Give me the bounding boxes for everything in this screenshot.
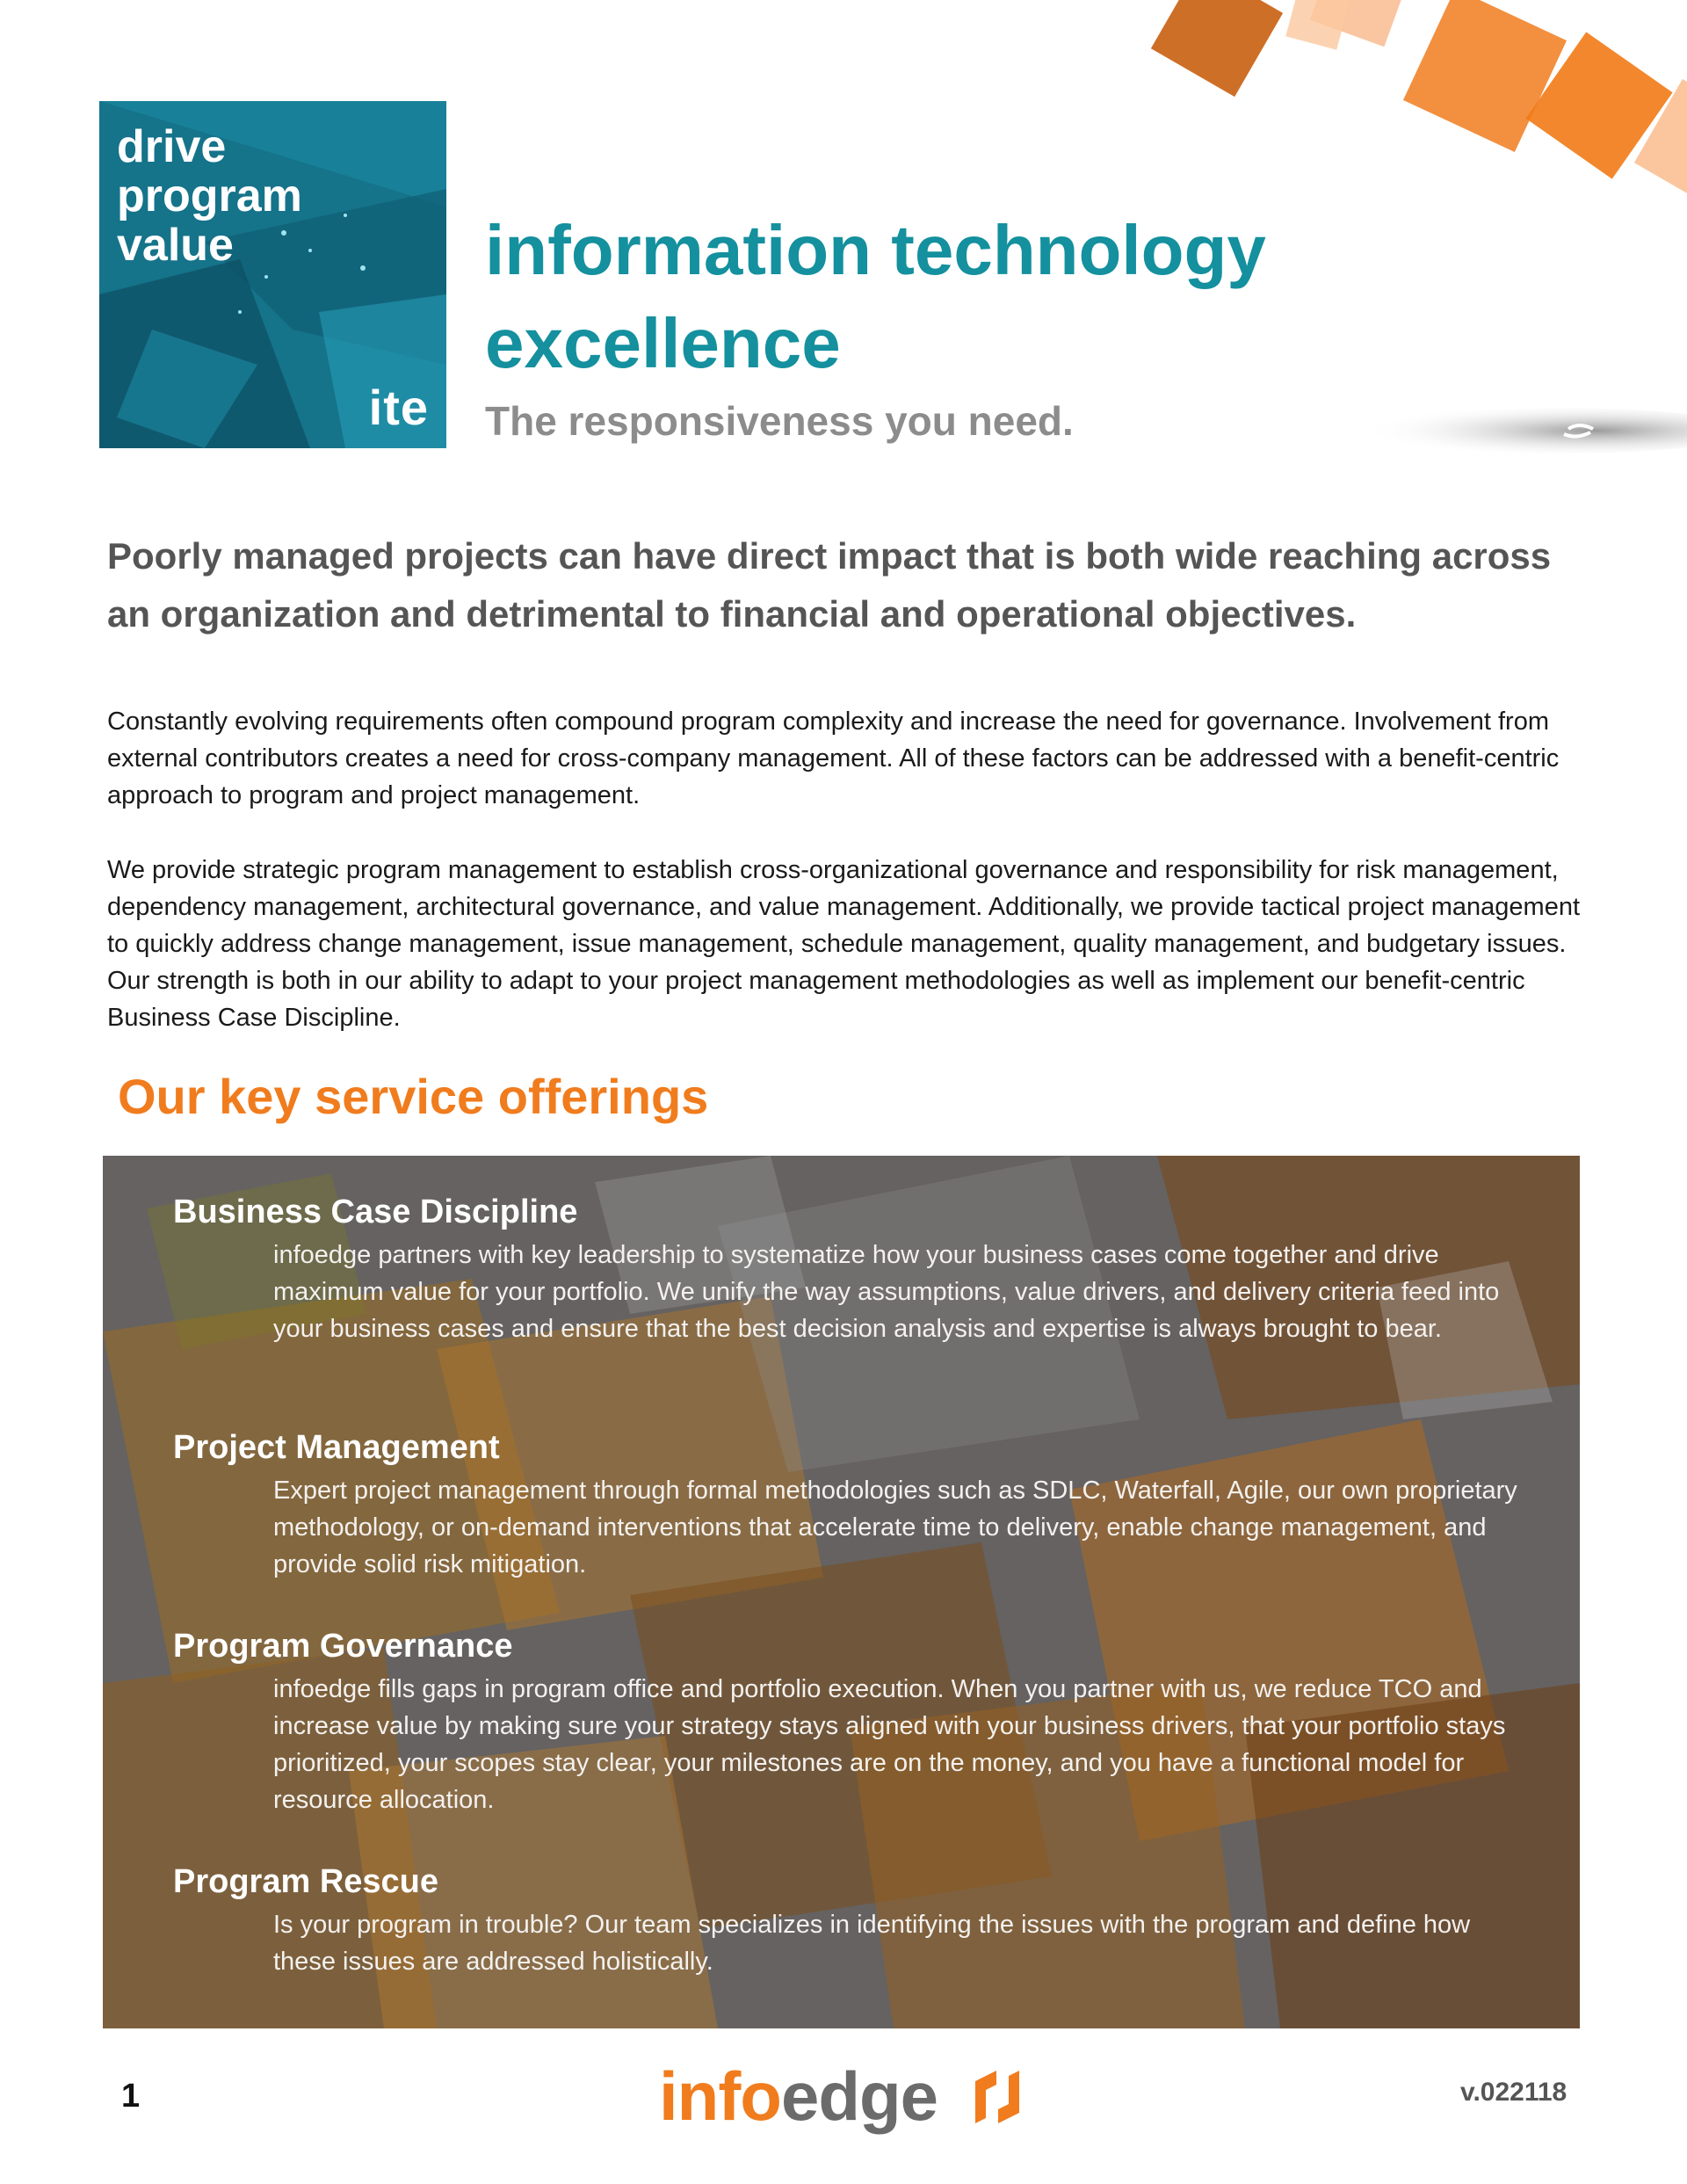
service-description: infoedge fills gaps in program office and portfolio execution. When you partner with us, we reduce TCO and increase value by making sure your strategy stays aligned with your business drivers, that your portfolio stays prioritized, your scopes stay clear, your milestones are on the money, and you have a functional model for resource allocation. [273, 1675, 1506, 1814]
swoosh-graphic [1353, 395, 1687, 466]
hero-line-2: program [117, 171, 302, 221]
hero-tile [99, 101, 446, 448]
service-program-rescue [173, 1861, 1526, 1980]
hero-line-3: value [117, 220, 234, 271]
service-description: infoedge partners with key leadership to systematize how your business cases come together and drive maximum value for your portfolio. We unify the way assumptions, value drivers, and delivery criteria feed into your business cases and ensure that the best decision analysis and expertise is always brought to bear. [273, 1241, 1500, 1343]
service-offerings-panel [103, 1156, 1580, 2028]
page-number: 1 [121, 2078, 141, 2115]
offerings-heading: Our key service offerings [118, 1069, 709, 1124]
hero-tagline [117, 122, 302, 270]
service-project-management [173, 1426, 1526, 1583]
page-title: information technology excellence [485, 211, 1266, 382]
intro-paragraph-2: We provide strategic program management to establish cross-organizational governance and responsibility for risk management, dependency management, architectural governance, and value management. Additionally, we provide tactical project management to quickly address change management, issue management, schedule management, quality management, and budgetary issues. Our strength is both in our ability to adapt to your project management methodologies as well as implement our benefit-centric Business Case Discipline. [107, 856, 1581, 1032]
intro-paragraph-1: Constantly evolving requirements often compound program complexity and increase the need for governance. Involvement from external contributors creates a need for cross-company management. All of these factors can be addressed with a benefit-centric approach to program and project management. [107, 707, 1560, 809]
service-business-case-discipline [173, 1191, 1526, 1347]
brand-part-edge: edge [780, 2057, 938, 2135]
hero-line-1: drive [117, 121, 227, 172]
service-description: Is your program in trouble? Our team specializes in identifying the issues with the program and define how these issues are addressed holistically. [273, 1911, 1471, 1976]
lead-statement: Poorly managed projects can have direct impact that is both wide reaching across an organization and detrimental to financial and operational objectives. [107, 535, 1552, 635]
service-title: Business Case Discipline [173, 1194, 578, 1230]
brand-part-info: info [659, 2057, 781, 2135]
infoedge-logo [659, 2057, 938, 2137]
tagline: The responsiveness you need. [485, 398, 1074, 444]
service-title: Program Rescue [173, 1863, 439, 1900]
ite-logo: ite [368, 380, 429, 435]
version-label: v.022118 [1460, 2078, 1568, 2107]
service-program-governance [173, 1625, 1526, 1818]
service-description: Expert project management through formal methodologies such as SDLC, Waterfall, Agile, our own proprietary methodology, or on-demand interventions that accelerate time to delivery, enable change management, and provide solid risk mitigation. [273, 1477, 1517, 1578]
service-title: Program Governance [173, 1628, 513, 1665]
infoedge-mark-icon [967, 2065, 1028, 2129]
service-title: Project Management [173, 1429, 500, 1466]
